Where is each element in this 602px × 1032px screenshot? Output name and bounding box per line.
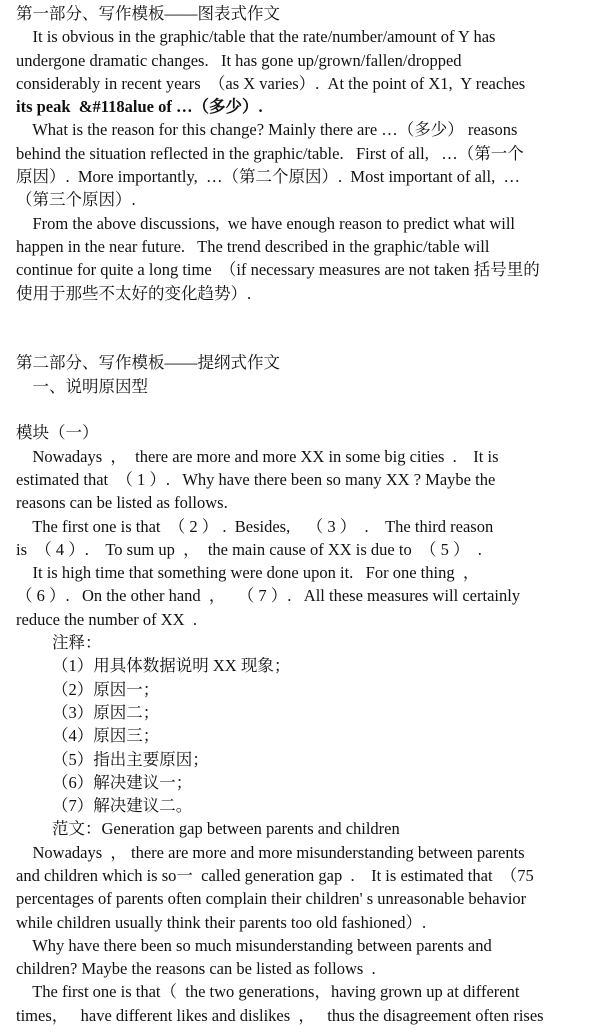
text-line: It is high time that something were done upon it. For one thing ， — [16, 563, 480, 583]
text-line: while children usually think their parents too old fashioned）. — [16, 912, 427, 932]
text-line: reduce the number of XX . — [16, 609, 197, 629]
part1-paragraph-1 — [16, 25, 588, 118]
text-line: behind the situation reflected in the graphic/table. First of all, …（第一个 — [16, 143, 524, 163]
text-line: It is obvious in the graphic/table that the rate/number/amount of Y has — [16, 27, 496, 47]
text-line: （ 6 ）. On the other hand ， （ 7 ）. All these measures will certainly — [16, 586, 521, 606]
text-line: （第三个原因）. — [16, 190, 136, 210]
text-line: From the above discussions, we have enough reason to predict what will — [16, 213, 516, 233]
sample-essay-title: 范文：Generation gap between parents and children — [52, 819, 400, 839]
notes-title: 注释： — [52, 633, 102, 653]
module-title: 模块（一） — [16, 423, 99, 443]
part2-heading: 第二部分、写作模板——提纲式作文 — [16, 353, 280, 373]
text-line: What is the reason for this change? Mainly there are …（多少） reasons — [16, 120, 518, 140]
blank-line — [16, 398, 588, 421]
part1-heading: 第一部分、写作模板——图表式作文 — [16, 4, 280, 23]
text-line: Why have there been so much misunderstanding between parents and — [16, 935, 492, 955]
text-line: The first one is that （ 2 ） . Besides, （ 3 ） . The third reason — [16, 516, 494, 536]
note-item: （5）指出主要原因； — [52, 749, 209, 769]
note-item: （6）解决建议一； — [52, 772, 193, 792]
text-line: its peak &#118alue of …（多少）. — [16, 97, 263, 117]
text-line: 原因）. More importantly, …（第二个原因）. Most important of all, … — [16, 167, 520, 187]
text-line: reasons can be listed as follows. — [16, 493, 228, 513]
template-paragraph-3 — [16, 561, 588, 631]
text-line: continue for quite a long time （if necessary measures are not taken 括号里的 — [16, 260, 540, 280]
sample-paragraph-2 — [16, 934, 588, 981]
text-line: undergone dramatic changes. It has gone up/grown/fallen/dropped — [16, 50, 462, 70]
part1-paragraph-3 — [16, 212, 588, 305]
text-line: happen in the near future. The trend described in the graphic/table will — [16, 236, 490, 256]
text-line: children? Maybe the reasons can be listed as follows . — [16, 959, 376, 979]
template-paragraph-2 — [16, 515, 588, 562]
section-gap — [16, 305, 588, 352]
note-item: （7）解决建议二。 — [52, 796, 193, 816]
text-line: Nowadays ， there are more and more XX in some big cities . It is — [16, 446, 499, 466]
text-line: The first one is that（ the two generations，having grown up at different — [16, 982, 520, 1002]
notes-list — [16, 654, 588, 817]
sample-paragraph-3 — [16, 980, 588, 1027]
text-line: 使用于那些不太好的变化趋势）. — [16, 283, 252, 303]
text-line: and children which is so一 called generation gap . It is estimated that （75 — [16, 865, 534, 885]
part2-subheading: 一、说明原因型 — [16, 376, 148, 396]
note-item: （4）原因三； — [52, 726, 160, 746]
text-line: considerably in recent years （as X varies）. At the point of X1, Y reaches — [16, 73, 526, 93]
note-item: （2）原因一； — [52, 679, 160, 699]
text-line: times， have different likes and dislikes ， thus the disagreement often rises — [16, 1005, 544, 1025]
part1-paragraph-2 — [16, 118, 588, 211]
text-line: estimated that （ 1 ）. Why have there been so many XX ? Maybe the — [16, 469, 496, 489]
note-item: （1）用具体数据说明 XX 现象； — [52, 656, 291, 676]
text-line: is （ 4 ）. To sum up ， the main cause of XX is due to （ 5 ） . — [16, 539, 482, 559]
template-paragraph-1 — [16, 445, 588, 515]
sample-paragraph-1 — [16, 841, 588, 934]
note-item: （3）原因二； — [52, 702, 160, 722]
text-line: Nowadays ， there are more and more misunderstanding between parents — [16, 842, 525, 862]
text-line: percentages of parents often complain their children' s unreasonable behavior — [16, 889, 527, 909]
